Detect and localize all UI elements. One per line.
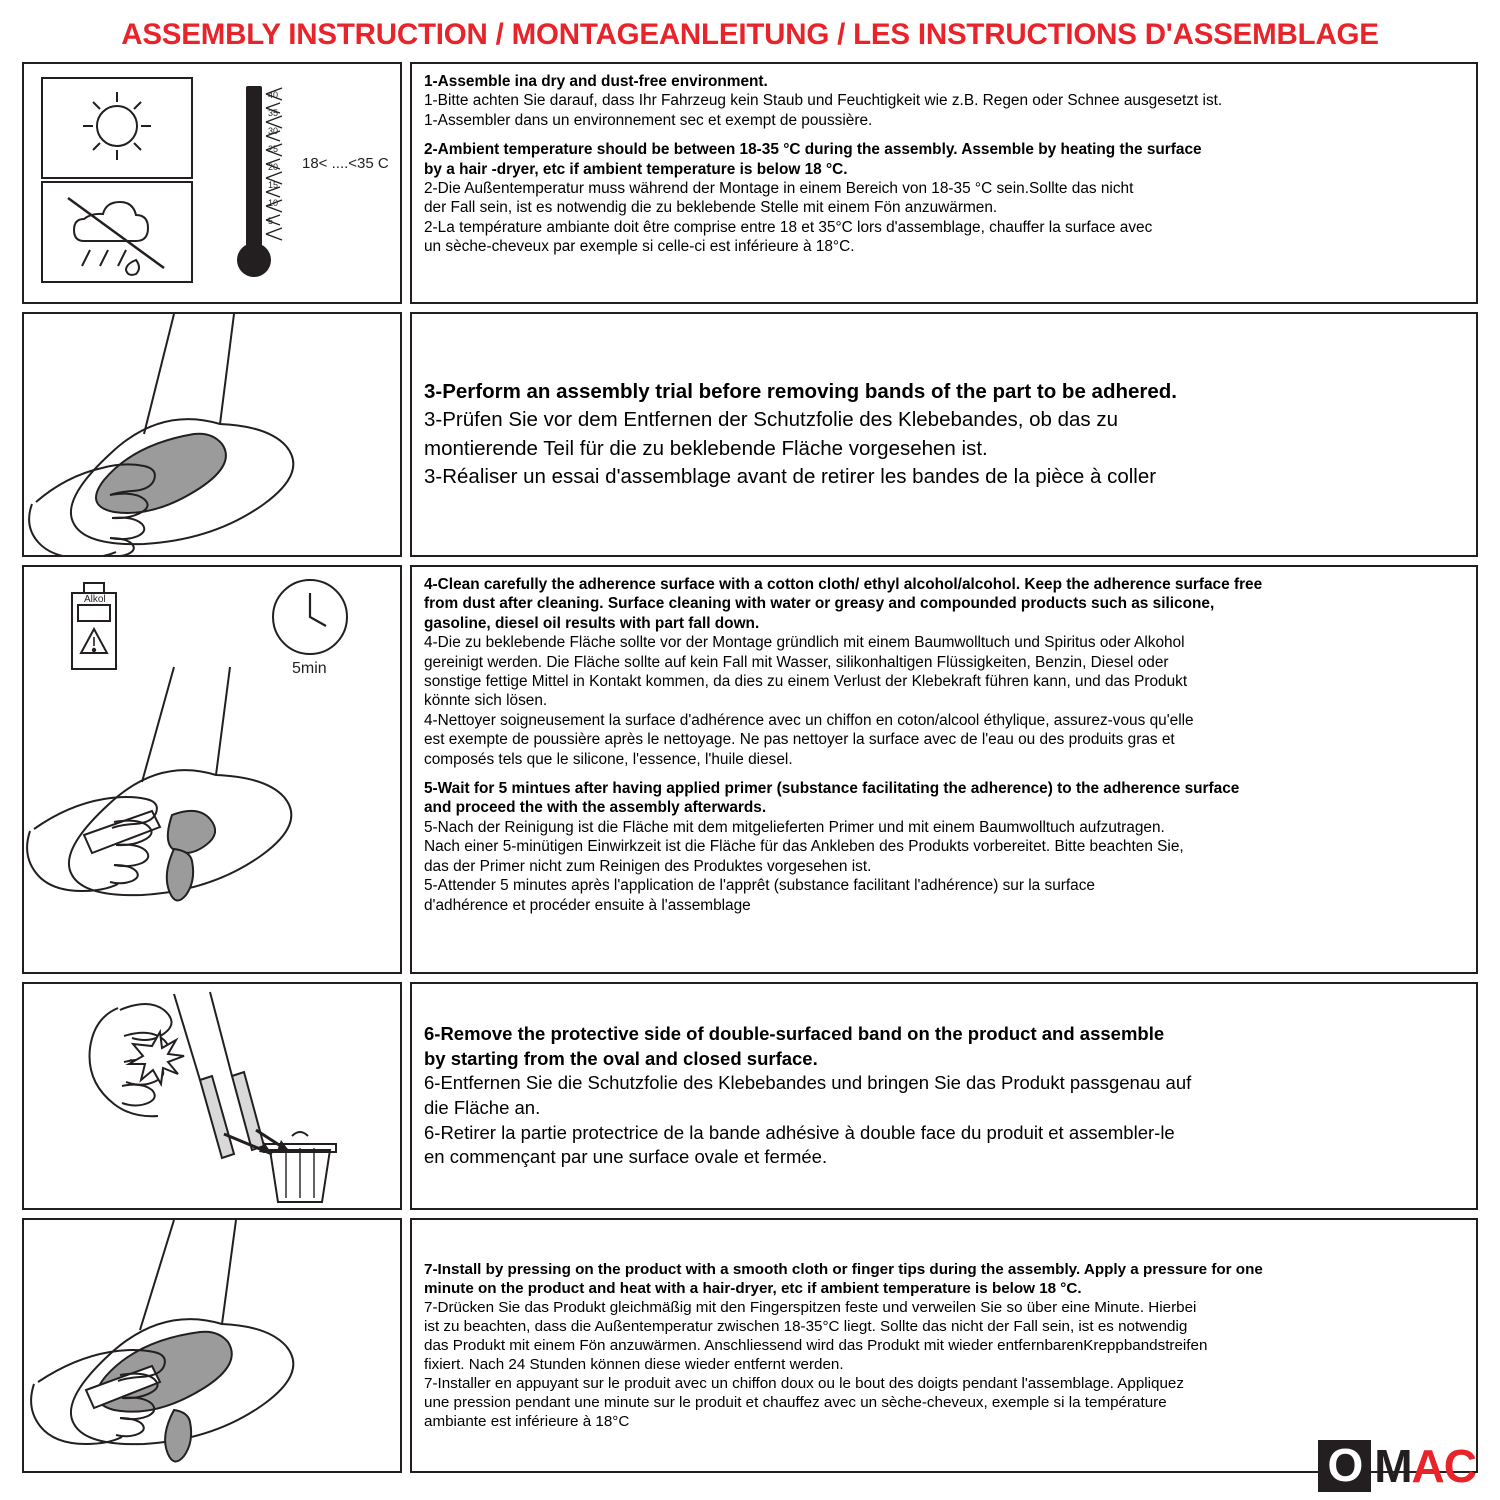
step-line: 1-Bitte achten Sie darauf, dass Ihr Fahrzeug kein Staub und Feuchtigkeit wie z.B. Regen oder Schnee ausgesetzt ist.	[424, 92, 1223, 110]
svg-text:5: 5	[268, 216, 274, 226]
steps-list	[22, 62, 1478, 1473]
svg-text:10: 10	[268, 198, 279, 208]
alcohol-cleaning-illustration	[22, 565, 402, 974]
step-line: 7-Drücken Sie das Produkt gleichmäßig mit den Fingerspitzen feste und verweilen Sie so über eine Minute. Hierbei	[424, 1299, 1197, 1316]
step-line: montierende Teil für die zu beklebende Fläche vorgesehen ist.	[424, 436, 988, 460]
svg-text:40: 40	[268, 90, 279, 100]
bottle-label: Alkol	[84, 594, 106, 605]
logo-m: M	[1374, 1440, 1412, 1492]
illustration-svg-6	[24, 984, 400, 1208]
step-line: 4-Clean carefully the adherence surface with a cotton cloth/ ethyl alcohol/alcohol. Keep the adherence surface free	[424, 576, 1263, 593]
mirror-cover-trial-fit-illustration	[22, 312, 402, 557]
step-line: der Fall sein, ist es notwendig die zu beklebende Stelle mit einem Fön anzuwärmen.	[424, 199, 998, 217]
step-line: 6-Remove the protective side of double-surfaced band on the product and assemble	[424, 1023, 1165, 1045]
step-line: composés tels que le silicone, l'essence, l'huile diesel.	[424, 750, 793, 768]
step-line: 4-Die zu beklebende Fläche sollte vor der Montage gründlich mit einem Baumwolltuch und Spiritus oder Alkohol	[424, 634, 1185, 652]
step-line: by a hair -dryer, etc if ambient temperature is below 18 °C.	[424, 160, 848, 178]
step-1-2-text	[410, 62, 1478, 304]
step-line: minute on the product and heat with a hair-dryer, etc if ambient temperature is below 18 °C.	[424, 1280, 1082, 1297]
step-line: 2-Die Außentemperatur muss während der Montage in einem Bereich von 18-35 °C sein.Sollte das nicht	[424, 180, 1134, 198]
step-line: das Produkt mit einem Fön anzuwärmen. Anschliessend wird das Produkt mit wieder entfernbarenKreppbandstreifen	[424, 1337, 1208, 1354]
illustration-svg-4	[24, 567, 400, 972]
step-row-4	[22, 982, 1478, 1210]
step-line: fixiert. Nach 24 Stunden können diese wieder entfernt werden.	[424, 1356, 844, 1373]
step-line: 2-La température ambiante doit être comprise entre 18 et 35°C lors d'assemblage, chauffer la surface avec	[424, 218, 1153, 236]
step-line: from dust after cleaning. Surface cleaning with water or greasy and compounded products such as silicone,	[424, 595, 1215, 613]
step-7-text	[410, 1218, 1478, 1473]
step-line: 5-Attender 5 minutes après l'application de l'apprêt (substance facilitant l'adhérence) sur la surface	[424, 877, 1095, 895]
step-line: 5-Nach der Reinigung ist die Fläche mit dem mitgelieferten Primer und mit einem Baumwolltuch aufzutragen.	[424, 818, 1165, 836]
step-line: Nach einer 5-minütigen Einwirkzeit ist die Fläche für das Ankleben des Produkts vorbereitet. Bitte beachten Sie,	[424, 838, 1184, 856]
step-line: 6-Entfernen Sie die Schutzfolie des Klebebandes und bringen Sie das Produkt passgenau auf	[424, 1072, 1192, 1094]
step-line: d'adhérence et procéder ensuite à l'assemblage	[424, 896, 751, 914]
step-line: 3-Perform an assembly trial before removing bands of the part to be adhered.	[424, 379, 1177, 403]
peel-liner-trash-illustration	[22, 982, 402, 1210]
step-line: gereinigt werden. Die Fläche sollte auf kein Fall mit Wasser, silikonhaltigen Flüssigkeiten, Benzin, Diesel oder	[424, 653, 1169, 671]
step-3-text	[410, 312, 1478, 557]
step-line: das der Primer nicht zum Reinigen des Produktes vorgesehen ist.	[424, 857, 872, 875]
step-line: 3-Réaliser un essai d'assemblage avant de retirer les bandes de la pièce à coller	[424, 464, 1157, 488]
step-line: une pression pendant une minute sur le produit et chauffez avec un sèche-cheveux, exemple si la température	[424, 1394, 1167, 1411]
step-line: 3-Prüfen Sie vor dem Entfernen der Schutzfolie des Klebebandes, ob das zu	[424, 408, 1119, 432]
page-title: ASSEMBLY INSTRUCTION / MONTAGEANLEITUNG / LES INSTRUCTIONS D'ASSEMBLAGE	[121, 18, 1379, 51]
illustration-svg-1	[24, 64, 400, 302]
step-line: 5-Wait for 5 mintues after having applied primer (substance facilitating the adherence) to the adherence surface	[424, 780, 1240, 798]
step-6-text	[410, 982, 1478, 1210]
step-line: ambiante est inférieure à 18°C	[424, 1413, 630, 1430]
step-line: 1-Assembler dans un environnement sec et exempt de poussière.	[424, 111, 873, 129]
step-line: 7-Installer en appuyant sur le produit avec un chiffon doux ou le bout des doigts pendant l'assemblage. Appliquez	[424, 1375, 1184, 1392]
step-line: ist zu beachten, dass die Außentemperatur zwischen 18-35°C liegt. Sollte das nicht der Fall sein, ist es notwendig	[424, 1318, 1188, 1335]
temperature-range-label: 18< ....<35 C	[302, 155, 389, 172]
step-line: 7-Install by pressing on the product with a smooth cloth or finger tips during the assembly. Apply a pressure for one	[424, 1261, 1263, 1278]
illustration-svg-7	[24, 1220, 400, 1471]
spacer	[424, 130, 1464, 140]
illustration-svg-3	[24, 314, 400, 555]
logo-ac: AC	[1411, 1440, 1476, 1492]
svg-text:35: 35	[268, 108, 279, 118]
clock-label: 5min	[292, 660, 327, 677]
step-line: gasoline, diesel oil results with part fall down.	[424, 614, 760, 632]
step-line: un sèche-cheveux par exemple si celle-ci est inférieure à 18°C.	[424, 238, 855, 256]
step-4-5-text	[410, 565, 1478, 974]
step-line: by starting from the oval and closed surface.	[424, 1047, 818, 1069]
svg-text:30: 30	[268, 126, 279, 136]
svg-text:15: 15	[268, 180, 279, 190]
step-row-2	[22, 312, 1478, 557]
step-line: est exempte de poussière après le nettoyage. Ne pas nettoyer la surface avec de l'eau ou des produits gras et	[424, 731, 1175, 749]
step-row-1	[22, 62, 1478, 304]
step-line: 2-Ambient temperature should be between 18-35 °C during the assembly. Assemble by heating the surface	[424, 141, 1202, 159]
step-line: sonstige fettige Mittel in Kontakt kommen, da dies zu einem Verlust der Klebekraft führen kann, und das Produkt	[424, 673, 1188, 691]
step-line: 1-Assemble ina dry and dust-free environment.	[424, 73, 768, 90]
step-row-3	[22, 565, 1478, 974]
spacer	[424, 769, 1464, 779]
step-line: 6-Retirer la partie protectrice de la bande adhésive à double face du produit et assembler-le	[424, 1121, 1175, 1143]
step-line: en commençant par une surface ovale et fermée.	[424, 1146, 828, 1168]
step-line: könnte sich lösen.	[424, 692, 548, 710]
step-line: 4-Nettoyer soigneusement la surface d'adhérence avec un chiffon en coton/alcool éthylique, assurez-vous qu'elle	[424, 711, 1194, 729]
sun-rain-thermometer-illustration	[22, 62, 402, 304]
step-line: die Fläche an.	[424, 1097, 541, 1118]
step-row-5	[22, 1218, 1478, 1473]
omac-logo	[1318, 1440, 1476, 1492]
svg-text:20: 20	[268, 162, 279, 172]
svg-text:25: 25	[268, 144, 279, 154]
press-mirror-cover-illustration	[22, 1218, 402, 1473]
logo-o: O	[1318, 1440, 1371, 1492]
step-line: and proceed the with the assembly afterwards.	[424, 799, 767, 817]
